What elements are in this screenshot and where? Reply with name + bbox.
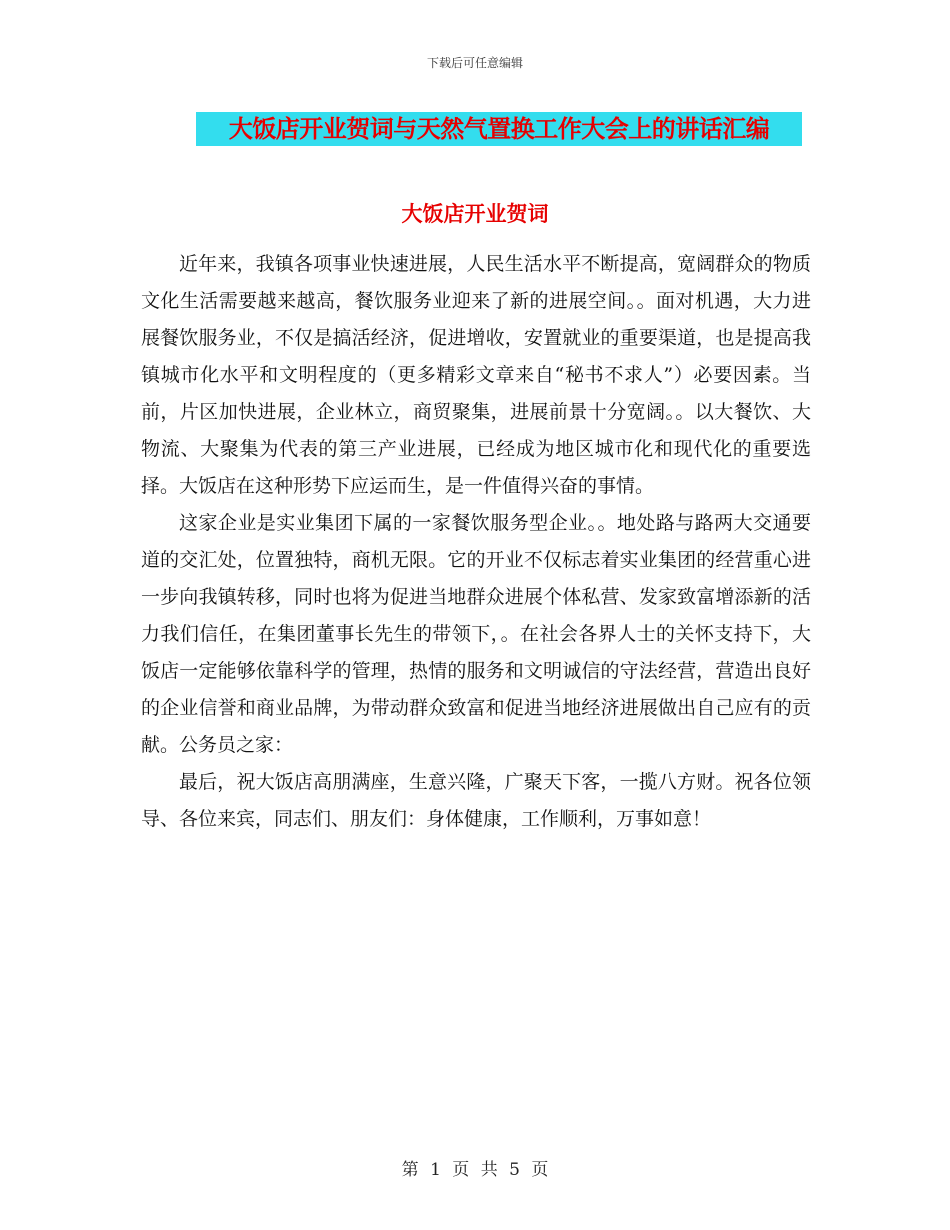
header-note: 下载后可任意编辑: [426, 56, 523, 70]
body-text: [141, 246, 811, 838]
paragraph: 最后，祝大饭店高朋满座，生意兴隆，广聚天下客，一揽八方财。祝各位领导、各位来宾，同志们、朋友们：身体健康，工作顺利，万事如意！: [141, 771, 811, 830]
paragraph: 这家企业是实业集团下属的一家餐饮服务型企业。。地处路与路两大交通要道的交汇处，位置独特，商机无限。它的开业不仅标志着实业集团的经营重心进一步向我镇转移，同时也将为促进当地群众进展个体私营、发家致富增添新的活力我们信任，在集团董事长先生的带领下，。在社会各界人士的关怀支持下，大饭店一定能够依靠科学的管理，热情的服务和文明诚信的守法经营，营造出良好的企业信誉和商业品牌，为带动群众致富和促进当地经济进展做出自己应有的贡献。公务员之家：: [141, 512, 811, 756]
section-title: 大饭店开业贺词: [401, 201, 549, 226]
document-title: 大饭店开业贺词与天然气置换工作大会上的讲话汇编: [228, 114, 770, 143]
paragraph: 近年来，我镇各项事业快速进展，人民生活水平不断提高，宽阔群众的物质文化生活需要越来越高，餐饮服务业迎来了新的进展空间。。面对机遇，大力进展餐饮服务业，不仅是搞活经济，促进增收，安置就业的重要渠道，也是提高我镇城市化水平和文明程度的（更多精彩文章来自“秘书不求人”）必要因素。当前，片区加快进展，企业林立，商贸聚集，进展前景十分宽阔。。以大餐饮、大物流、大聚集为代表的第三产业进展，已经成为地区城市化和现代化的重要选择。大饭店在这种形势下应运而生，是一件值得兴奋的事情。: [141, 253, 811, 497]
document-title-highlight: [196, 112, 802, 146]
page-footer: 第 1 页 共 5 页: [401, 1160, 549, 1180]
